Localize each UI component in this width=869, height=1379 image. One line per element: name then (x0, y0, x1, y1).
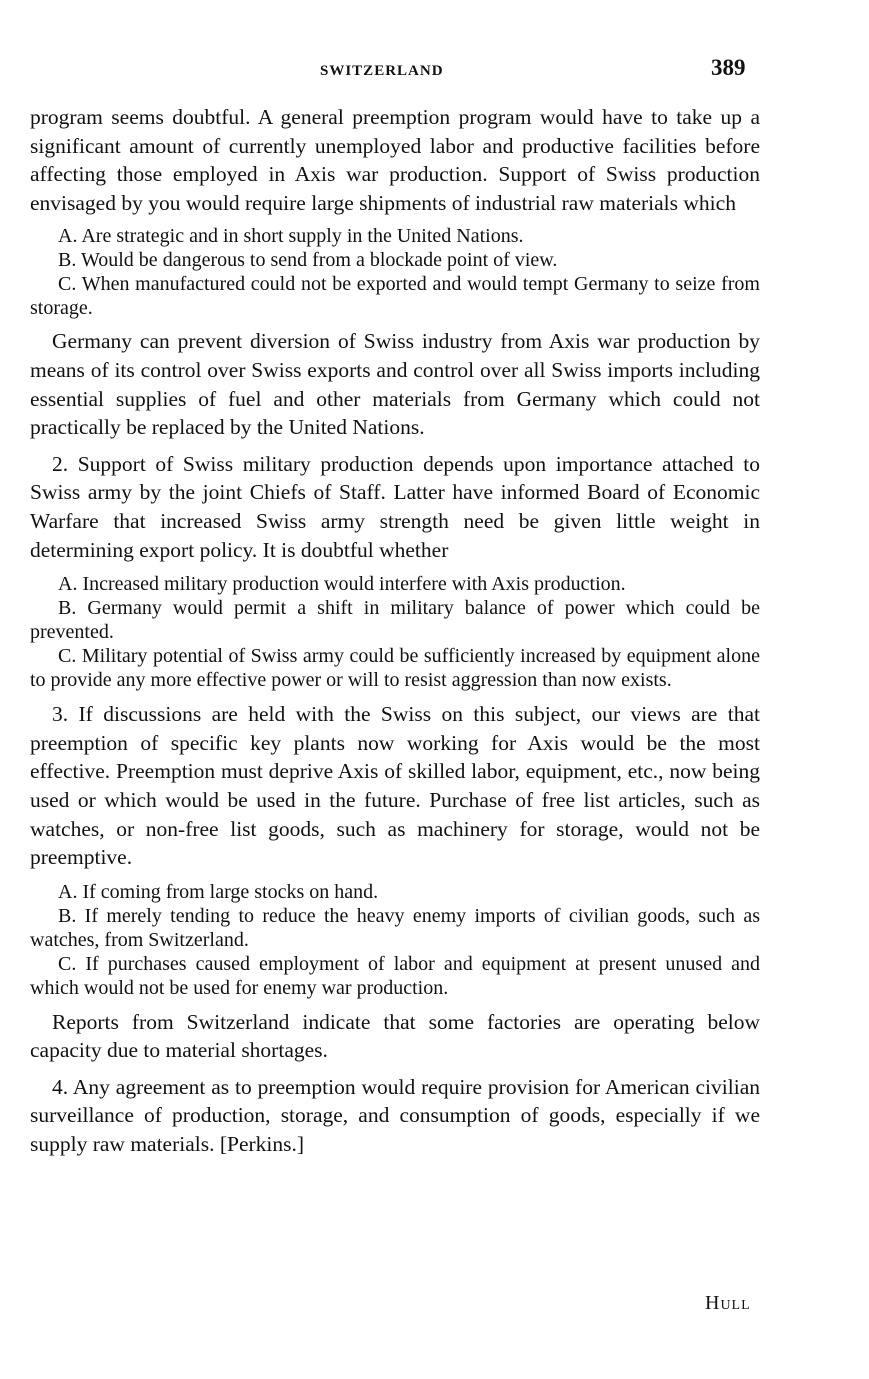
page-header (0, 55, 869, 95)
body-text (30, 103, 760, 1159)
list-item: B. Germany would permit a shift in military balance of power which could be prevented. (30, 597, 760, 644)
list-item: A. If coming from large stocks on hand. (58, 880, 379, 903)
list-not-preemptive (30, 880, 760, 1000)
list-item: A. Are strategic and in short supply in the United Nations. (58, 225, 524, 248)
list-item: B. If merely tending to reduce the heavy enemy imports of civilian goods, such as watches, from Switzerland. (30, 904, 760, 951)
list-item: C. Military potential of Swiss army could be sufficiently increased by equipment alone to provide any more effective power or will to resist aggression than now exists. (30, 645, 760, 692)
paragraph-4: 3. If discussions are held with the Swiss on this subject, our views are that preemption of specific key plants now working for Axis would be the most effective. Preemption must deprive Axis of skilled labor, equipment, etc., now being used or which would be used in the future. Purchase of free list articles, such as watches, or non-free list goods, such as machinery for storage, would not be preemptive. (30, 702, 760, 870)
paragraph-2: Germany can prevent diversion of Swiss industry from Axis war production by means of its control over Swiss exports and control over all Swiss imports including essential supplies of fuel and other materials from Germany which could not practically be replaced by the United Nations. (30, 329, 760, 440)
signature: Hull (705, 1292, 751, 1314)
running-title: SWITZERLAND (320, 63, 444, 79)
list-item: A. Increased military production would interfere with Axis production. (58, 573, 626, 596)
paragraph-3: 2. Support of Swiss military production depends upon importance attached to Swiss army by the joint Chiefs of Staff. Latter have informed Board of Economic Warfare that increased Swiss army strength need be given little weight in determining export policy. It is doubtful whether (30, 451, 760, 562)
list-raw-materials (30, 224, 760, 320)
list-item: C. When manufactured could not be exported and would tempt Germany to seize from storage. (30, 273, 760, 320)
paragraph-5: Reports from Switzerland indicate that some factories are operating below capacity due to material shortages. (30, 1009, 760, 1063)
list-item: C. If purchases caused employment of labor and equipment at present unused and which would not be used for enemy war production. (30, 952, 760, 999)
list-item: B. Would be dangerous to send from a blockade point of view. (58, 249, 558, 272)
page-number: 389 (711, 55, 746, 80)
paragraph-6: 4. Any agreement as to preemption would require provision for American civilian surveillance of production, storage, and consumption of goods, especially if we supply raw materials. [Perkins.] (30, 1074, 760, 1157)
list-doubtful-whether (30, 572, 760, 692)
paragraph-1: program seems doubtful. A general preemption program would have to take up a significant amount of currently unemployed labor and productive facilities before affecting those employed in Axis war production. Support of Swiss production envisaged by you would require large shipments of industrial raw materials which (30, 105, 760, 215)
